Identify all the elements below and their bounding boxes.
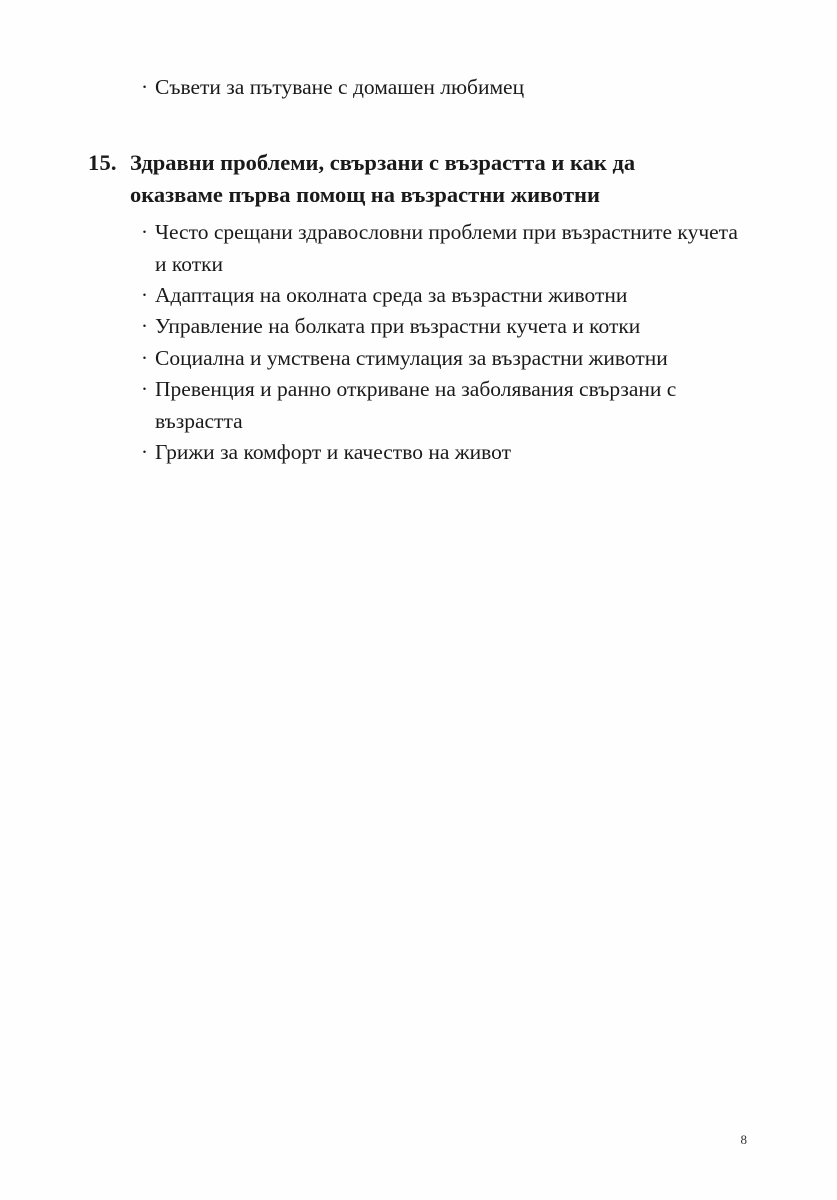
list-item (141, 280, 748, 311)
list-item-label: Управление на болката при възрастни кучета и котки (155, 314, 641, 339)
bullet-marker: · (141, 283, 148, 308)
bullet-marker: · (141, 439, 148, 464)
page-content (88, 72, 748, 484)
bullet-marker: · (141, 220, 148, 245)
list-item (141, 343, 748, 374)
bullet-marker: · (141, 75, 149, 99)
section-bullet-list (141, 217, 748, 468)
list-item-label: Социална и умствена стимулация за възрастни животни (155, 345, 668, 370)
page-number: 8 (740, 1132, 747, 1147)
list-item (141, 311, 748, 342)
list-item-label: Често срещани здравословни проблеми при възрастните кучета и котки (155, 220, 738, 276)
bullet-marker: · (141, 377, 148, 402)
list-item-label: Грижи за комфорт и качество на живот (155, 439, 511, 464)
list-item-label: Съвети за пътуване с домашен любимец (155, 75, 525, 99)
list-item (141, 374, 748, 437)
list-item (141, 217, 748, 280)
bullet-marker: · (141, 314, 148, 339)
list-item (141, 437, 748, 468)
section-heading (88, 147, 748, 212)
list-item-label: Превенция и ранно откриване на заболявания свързани с възрастта (155, 377, 677, 433)
section-title: Здравни проблеми, свързани с възрастта и как да оказваме първа помощ на възрастни животни (130, 149, 636, 207)
section-number: 15. (88, 149, 117, 175)
list-item (141, 72, 748, 103)
bullet-marker: · (141, 345, 148, 370)
list-item-label: Адаптация на околната среда за възрастни животни (155, 283, 628, 308)
